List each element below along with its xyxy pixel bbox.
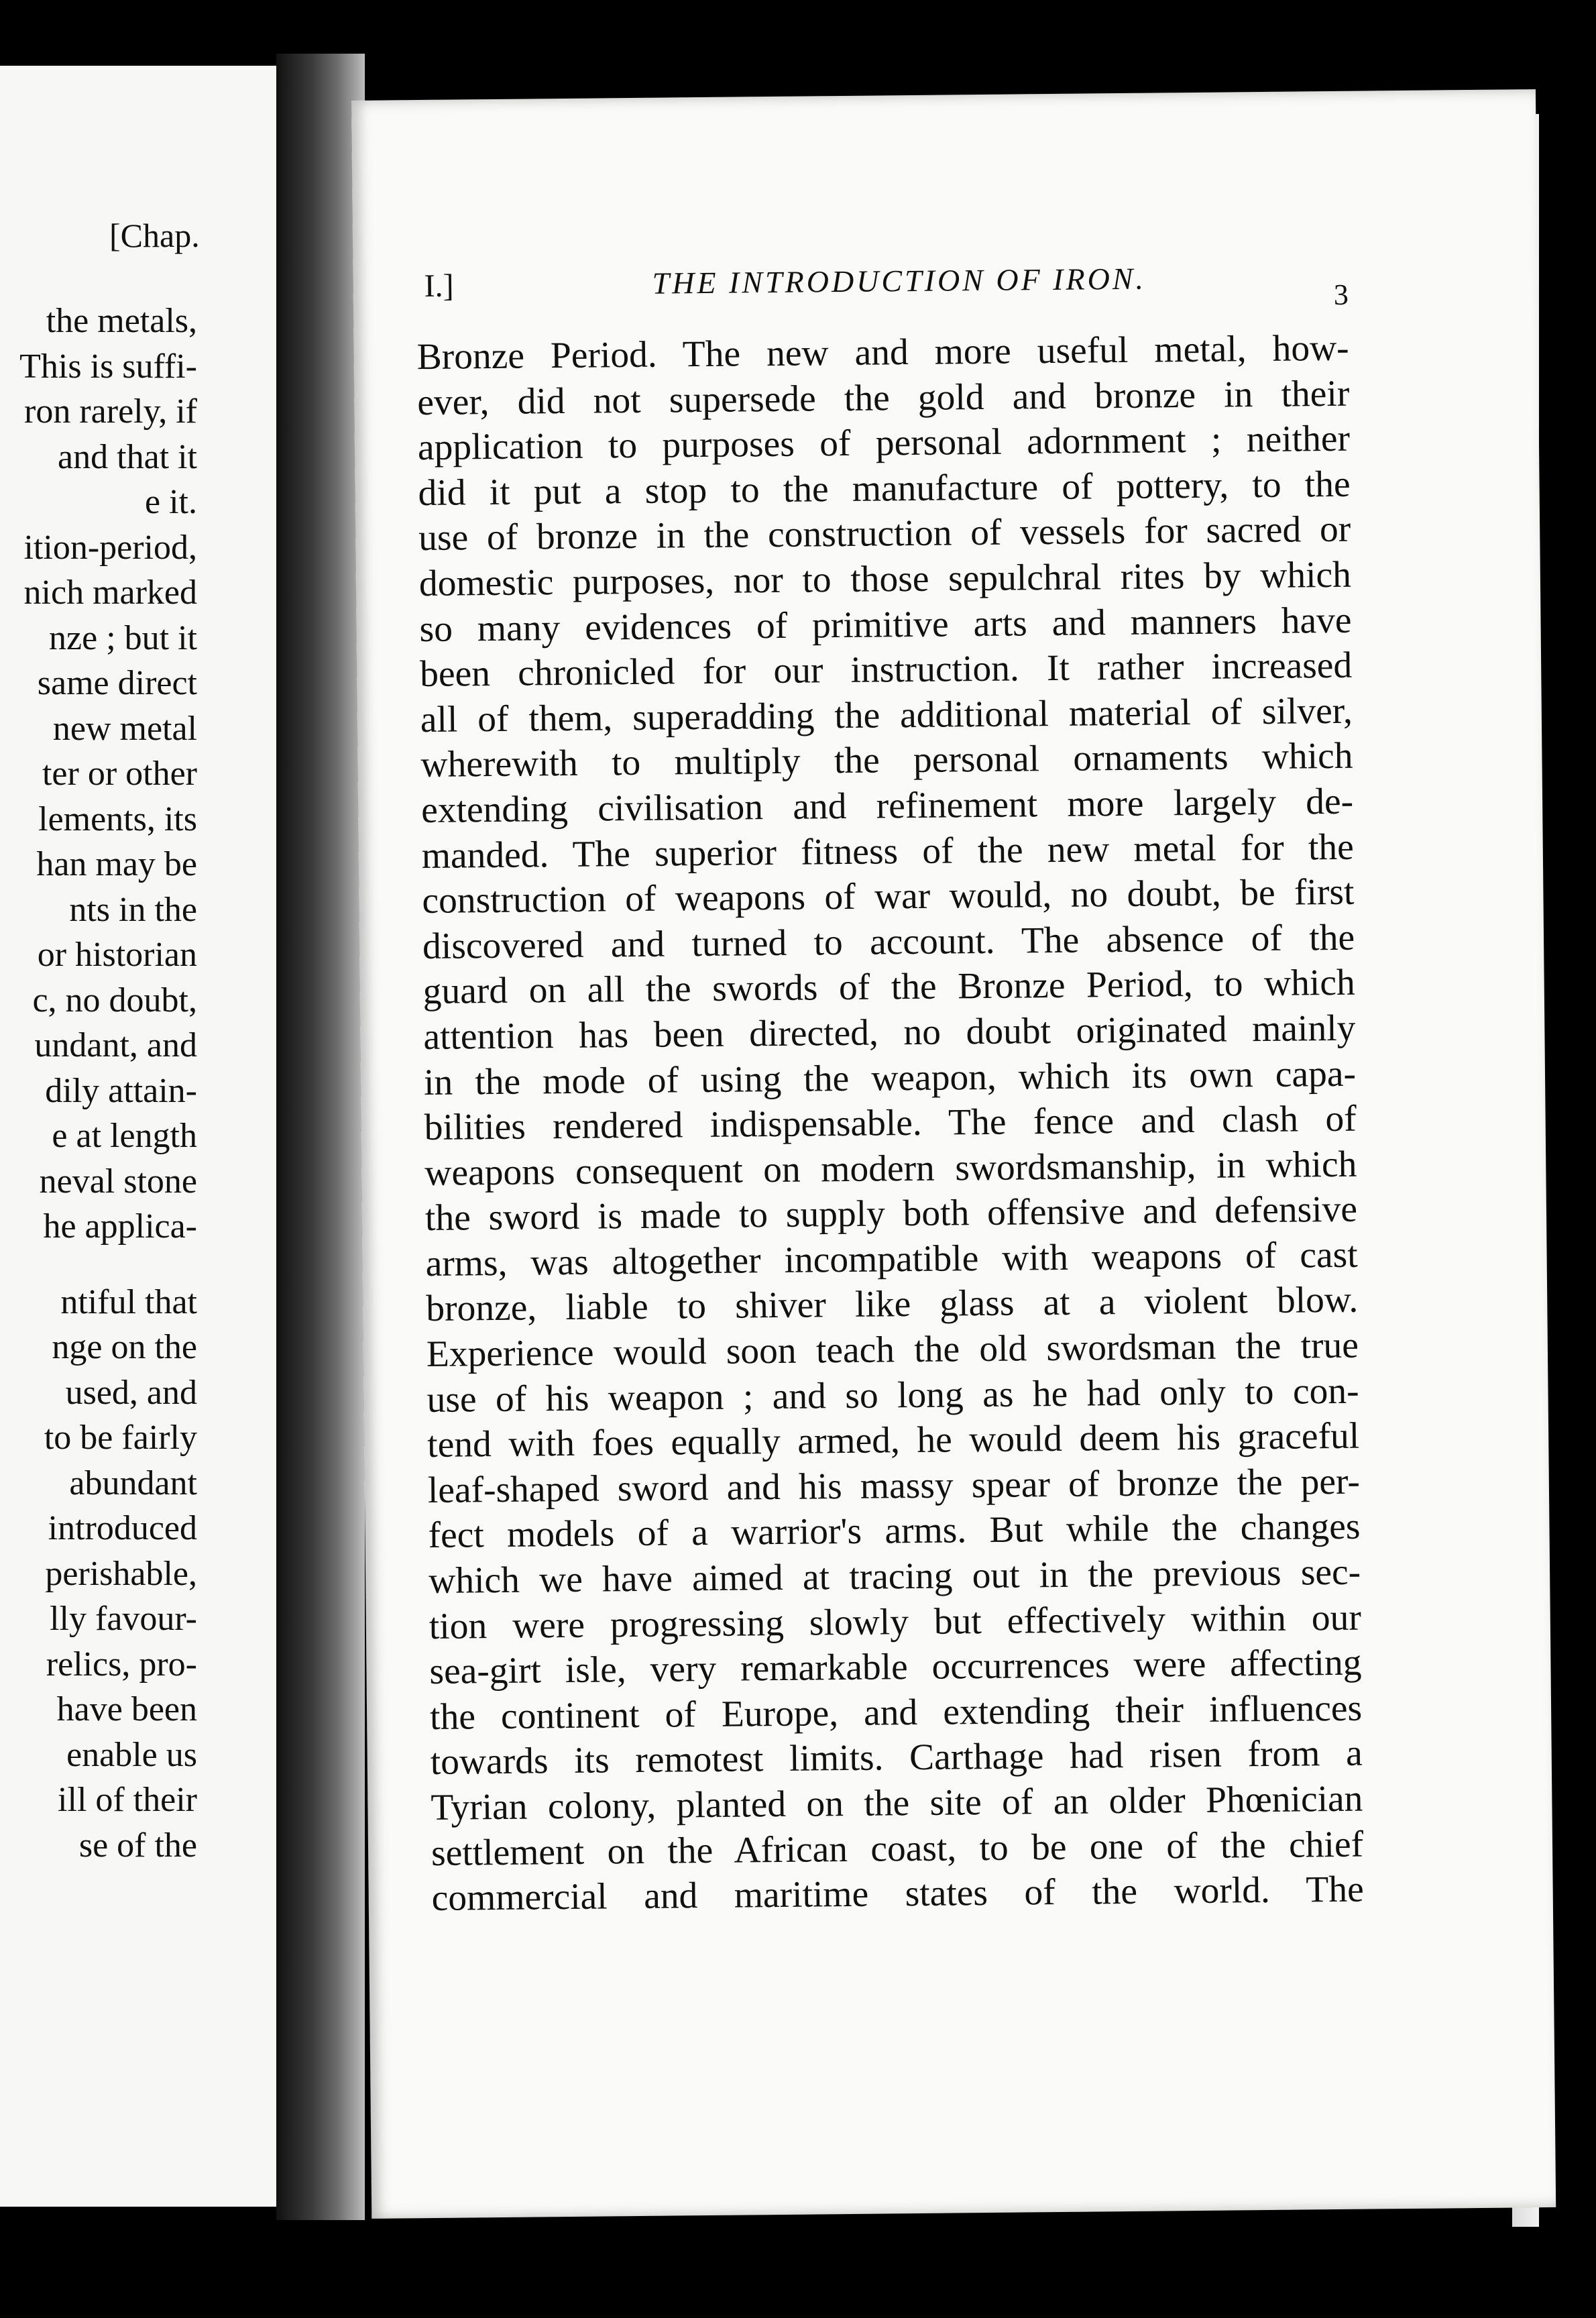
left-text-line: have been	[56, 1690, 197, 1728]
left-text-line: perishable,	[45, 1554, 197, 1593]
text-line: Tyrian colony, planted on the site of an older Phœnician	[431, 1778, 1363, 1828]
text-line: Experience would soon teach the old swordsman the true	[426, 1325, 1359, 1376]
left-page	[0, 66, 276, 2207]
left-text-line: introduced	[48, 1509, 197, 1547]
left-text-line: nze ; but it	[49, 618, 197, 657]
text-line: ever, did not supersede the gold and bronze in their	[417, 373, 1350, 423]
left-text-line: or historian	[37, 936, 197, 974]
left-text-line: nts in the	[69, 890, 197, 929]
paragraph-gap	[19, 1250, 197, 1280]
text-line: leaf-shaped sword and his massy spear of bronze the per-	[427, 1461, 1361, 1511]
text-line: fect models of a warrior's arms. But while the changes	[428, 1506, 1361, 1557]
text-line: the continent of Europe, and extending their influences	[429, 1688, 1363, 1738]
text-line: use of his weapon ; and so long as he had only to con-	[426, 1370, 1359, 1421]
text-line: so many evidences of primitive arts and manners have	[419, 600, 1352, 650]
text-line: tend with foes equally armed, he would deem his graceful	[426, 1415, 1360, 1466]
text-line: bronze, liable to shiver like glass at a violent blow.	[426, 1280, 1359, 1330]
text-line: in the mode of using the weapon, which its own capa-	[423, 1053, 1357, 1103]
text-line: did it put a stop to the manufacture of pottery, to the	[418, 463, 1351, 514]
text-line: application to purposes of personal adornment ; neither	[417, 418, 1351, 469]
left-text-line: enable us	[66, 1735, 197, 1774]
left-text-line: ill of their	[58, 1781, 197, 1819]
chapter-number: I.]	[424, 268, 454, 304]
left-text-line: This is suffi-	[19, 347, 197, 386]
left-text-line: he applica-	[43, 1207, 197, 1246]
text-line: settlement on the African coast, to be one of the chief	[431, 1824, 1364, 1874]
left-text-line: same direct	[37, 664, 197, 702]
text-line: discovered and turned to account. The absence of the	[422, 917, 1355, 967]
text-line: wherewith to multiply the personal ornaments which	[420, 736, 1353, 786]
running-head-title: THE INTRODUCTION OF IRON.	[652, 261, 1147, 300]
left-text-line: nich marked	[23, 573, 197, 612]
left-text-line: e at length	[52, 1117, 197, 1155]
text-line: which we have aimed at tracing out in the previous sec-	[428, 1551, 1361, 1602]
left-text-line: ter or other	[42, 755, 197, 793]
text-line: towards its remotest limits. Carthage had risen from a	[430, 1733, 1363, 1783]
left-text-line: ron rarely, if	[24, 392, 197, 431]
left-running-head: [Chap.	[109, 217, 200, 254]
left-text-line: dily attain-	[45, 1071, 197, 1110]
text-line: domestic purposes, nor to those sepulchral rites by which	[418, 554, 1352, 605]
body-text	[416, 326, 1364, 1922]
left-text-line: the metals,	[46, 302, 197, 340]
text-line: bilities rendered indispensable. The fence and clash of	[424, 1098, 1357, 1149]
left-text-line: ntiful that	[60, 1282, 197, 1321]
left-text-line: lly favour-	[50, 1600, 197, 1638]
text-line: been chronicled for our instruction. It rather increased	[419, 645, 1353, 696]
page-number: 3	[1333, 278, 1349, 311]
left-text-line: relics, pro-	[46, 1645, 197, 1684]
text-line: tion were progressing slowly but effectively within our	[429, 1597, 1362, 1647]
text-line: the sword is made to supply both offensive and defensive	[424, 1189, 1358, 1239]
text-line: use of bronze in the construction of vessels for sacred or	[418, 509, 1351, 559]
text-line: guard on all the swords of the Bronze Period, to which	[422, 962, 1355, 1013]
text-line: all of them, superadding the additional material of silver,	[420, 690, 1353, 740]
left-text-line: lements, its	[38, 799, 197, 838]
text-line: Bronze Period. The new and more useful metal, how-	[416, 327, 1349, 378]
text-line: construction of weapons of war would, no doubt, be first	[422, 871, 1355, 922]
left-text-line: e it.	[145, 483, 197, 521]
left-text-line: ition-period,	[23, 528, 197, 567]
left-text-line: to be fairly	[44, 1419, 197, 1457]
left-text-line: c, no doubt,	[32, 981, 197, 1019]
running-head	[424, 259, 1336, 304]
left-text-line: nge on the	[52, 1328, 197, 1366]
left-text-line: abundant	[69, 1464, 197, 1502]
left-text-line: undant, and	[34, 1026, 197, 1064]
text-line: commercial and maritime states of the world. The	[431, 1869, 1364, 1920]
text-line: sea-girt isle, very remarkable occurrences were affecting	[429, 1642, 1362, 1693]
text-line: attention has been directed, no doubt originated mainly	[423, 1007, 1356, 1058]
left-text-line: han may be	[36, 845, 197, 883]
book-gutter	[276, 54, 365, 2220]
text-line: arms, was altogether incompatible with weapons of cast	[425, 1234, 1358, 1284]
text-line: extending civilisation and refinement more largely de-	[420, 781, 1354, 831]
left-text-line: neval stone	[39, 1162, 197, 1201]
left-text-line: used, and	[65, 1373, 197, 1412]
text-line: manded. The superior fitness of the new metal for the	[421, 826, 1355, 877]
left-text-line: and that it	[58, 437, 197, 476]
left-text-line: se of the	[78, 1826, 197, 1865]
text-line: weapons consequent on modern swordsmanship, in which	[424, 1144, 1357, 1194]
left-page-text	[19, 298, 197, 1868]
right-page	[351, 89, 1556, 2219]
left-text-line: new metal	[52, 709, 197, 748]
